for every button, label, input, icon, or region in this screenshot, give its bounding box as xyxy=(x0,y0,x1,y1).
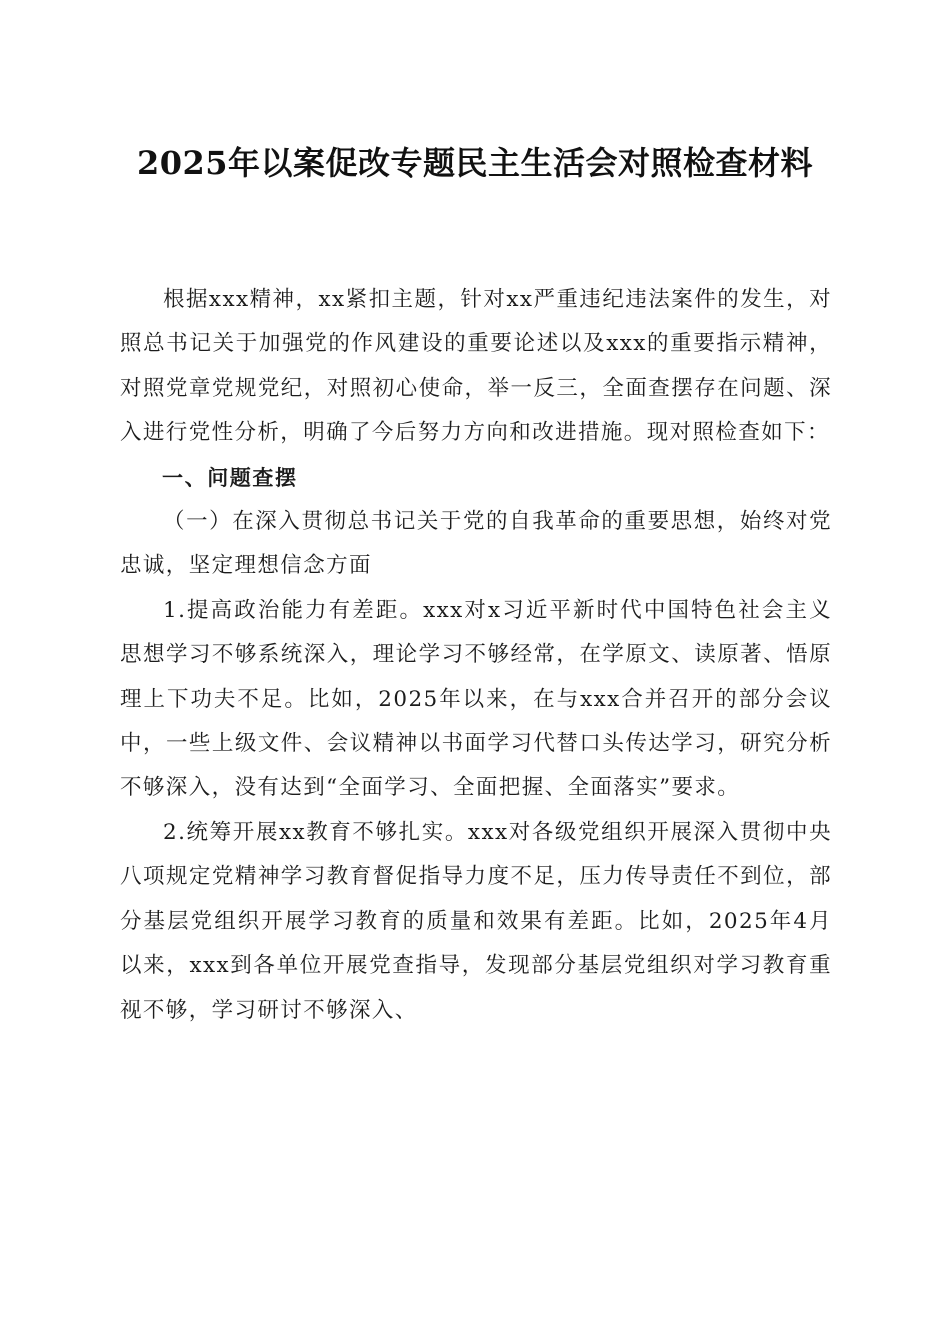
item-paragraph-1: 1.提高政治能力有差距。xxx对x习近平新时代中国特色社会主义思想学习不够系统深入，理论学习不够经常，在学原文、读原著、悟原理上下功夫不足。比如，2025年以来，在与xxx合并召开的部分会议中，一些上级文件、会议精神以书面学习代替口头传达学习，研究分析不够深入，没有达到“全面学习、全面把握、全面落实”要求。 xyxy=(120,597,832,801)
document-title: 2025年以案促改专题民主生活会对照检查材料 xyxy=(136,144,814,182)
document-body xyxy=(120,278,832,1033)
section-heading: 一、问题查摆 xyxy=(162,465,298,490)
item-paragraph-2: 2.统筹开展xx教育不够扎实。xxx对各级党组织开展深入贯彻中央八项规定党精神学习教育督促指导力度不足，压力传导责任不到位，部分基层党组织开展学习教育的质量和效果有差距。比如，2025年4月以来，xxx到各单位开展党查指导，发现部分基层党组织对学习教育重视不够，学习研讨不够深入、 xyxy=(120,819,832,1023)
subsection-heading: （一）在深入贯彻总书记关于党的自我革命的重要思想，始终对党忠诚，坚定理想信念方面 xyxy=(120,509,832,579)
intro-paragraph: 根据xxx精神，xx紧扣主题，针对xx严重违纪违法案件的发生，对照总书记关于加强党的作风建设的重要论述以及xxx的重要指示精神，对照党章党规党纪，对照初心使命，举一反三，全面查摆存在问题、深入进行党性分析，明确了今后努力方向和改进措施。现对照检查如下： xyxy=(120,287,832,446)
